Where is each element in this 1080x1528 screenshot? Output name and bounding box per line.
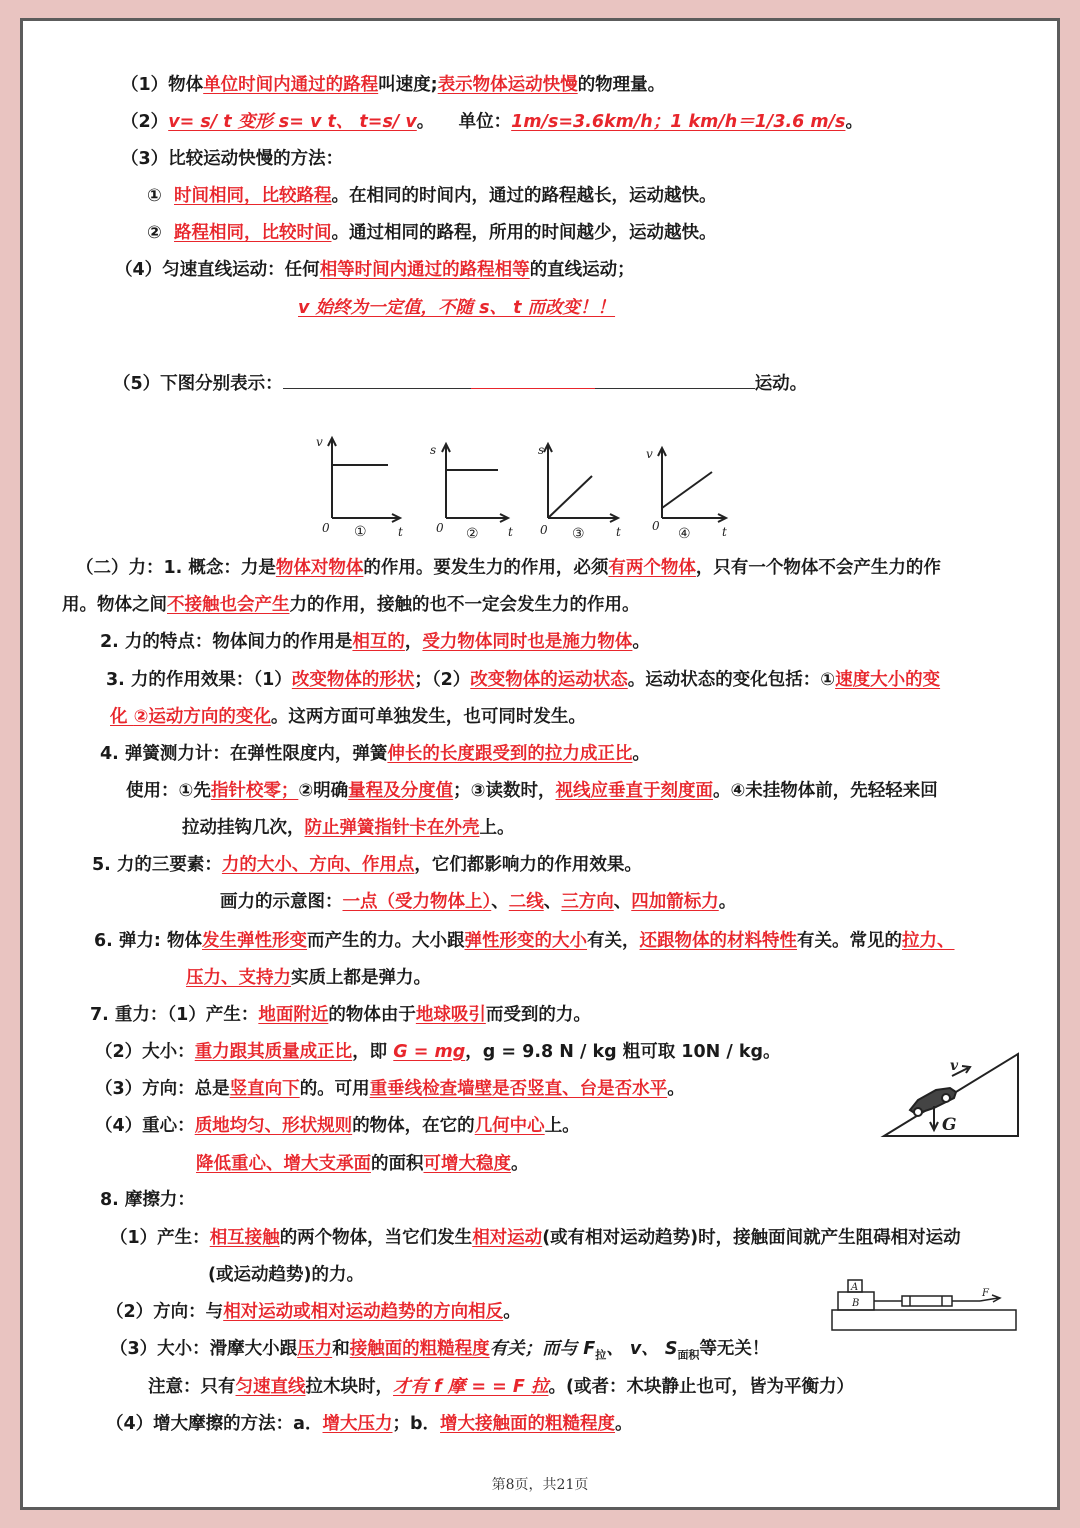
compare-methods-title: （3）比较运动快慢的方法：	[121, 149, 344, 169]
compare-method-2: ② 路程相同，比较时间。通过相同的路程，所用的时间越少，运动越快。	[147, 223, 717, 243]
graph4-origin: 0	[652, 519, 660, 533]
gravity-magnitude: （2）大小：重力跟其质量成正比，即 G = mg，g = 9.8 N / kg 粗可取 10N / kg。	[95, 1042, 781, 1062]
force-feature: 2. 力的特点：物体间力的作用是相互的，受力物体同时也是施力物体。	[100, 632, 650, 652]
elastic-force: 6. 弹力: 物体发生弹性形变而产生的力。大小跟弹性形变的大小有关，还跟物体的材料特性有关。常见的拉力、	[94, 931, 955, 951]
friction-title: 8. 摩擦力：	[100, 1190, 195, 1210]
block-b-label: B	[852, 1298, 860, 1309]
uniform-motion-definition: （4）匀速直线运动：任何相等时间内通过的路程相等的直线运动；	[115, 260, 635, 280]
elastic-force-cont: 压力、支持力实质上都是弹力。	[186, 968, 431, 988]
increase-friction-methods: （4）增大摩擦的方法：a．增大压力；b．增大接触面的粗糙程度。	[106, 1414, 633, 1434]
incline-car-figure	[880, 1048, 1022, 1142]
force-concept: （二）力：1. 概念：力是物体对物体的作用。要发生力的作用，必须有两个物体，只有一个物体不会产生力的作	[76, 558, 941, 578]
speed-formula: （2）v= s/ t 变形 s= v t、 t=s/ v。 单位：1m/s=3.6km/h；1 km/h＝1/3.6 m/s。	[121, 112, 863, 132]
uniform-motion-note: v 始终为一定值，不随 s、 t 而改变！！	[298, 298, 616, 318]
graph4-number: ④	[678, 526, 691, 542]
graph1-xlabel: t	[398, 525, 403, 539]
force-f-label: F	[982, 1288, 989, 1299]
graph1-number: ①	[354, 524, 367, 540]
gravity-direction: （3）方向：总是竖直向下的。可用重垂线检查墙壁是否竖直、台是否水平。	[95, 1079, 685, 1099]
spring-scale-usage: 使用：①先指针校零；②明确量程及分度值；③读数时，视线应垂直于刻度面。④未挂物体前，先轻轻来回	[126, 781, 938, 801]
graph3-origin: 0	[540, 523, 548, 537]
friction-origin: （1）产生：相互接触的两个物体，当它们发生相对运动(或有相对运动趋势)时，接触面间就产生阻碍相对运动	[110, 1228, 961, 1248]
force-concept-cont: 用。物体之间不接触也会产生力的作用，接触的也不一定会发生力的作用。	[62, 595, 640, 615]
force-effects-cont: 化 ②运动方向的变化。这两方面可单独发生，也可同时发生。	[110, 707, 586, 727]
force-three-elements: 5. 力的三要素：力的大小、方向、作用点，它们都影响力的作用效果。	[92, 855, 642, 875]
graph3-number: ③	[572, 526, 585, 542]
incline-velocity-label: v	[950, 1058, 959, 1074]
graph2-number: ②	[466, 526, 479, 542]
spring-scale-usage-cont: 拉动挂钩几次，防止弹簧指针卡在外壳上。	[182, 818, 515, 838]
spring-scale: 4. 弹簧测力计：在弹性限度内，弹簧伸长的长度跟受到的拉力成正比。	[100, 744, 650, 764]
force-diagram-rule: 画力的示意图：一点（受力物体上）、二线、三方向、四加箭标力。	[220, 892, 737, 912]
friction-attention: 注意：只有匀速直线拉木块时，才有 f 摩 = = F 拉。(或者：木块静止也可，皆为平衡力）	[148, 1377, 854, 1397]
speed-definition: （1）物体单位时间内通过的路程叫速度;表示物体运动快慢的物理量。	[121, 75, 666, 95]
graph4-ylabel: v	[646, 447, 653, 461]
incline-gravity-label: G	[942, 1115, 957, 1135]
gravity-origin: 7. 重力：（1）产生：地面附近的物体由于地球吸引而受到的力。	[90, 1005, 591, 1025]
graph1-ylabel: v	[316, 435, 323, 449]
graph3-ylabel: s	[538, 443, 545, 457]
graph-question: （5）下图分别表示： 运动。	[113, 370, 807, 396]
force-effects: 3. 力的作用效果：（1）改变物体的形状；（2）改变物体的运动状态。运动状态的变化包括：①速度大小的变	[106, 670, 941, 690]
page-footer: 第8页，共21页	[491, 1477, 589, 1493]
friction-direction: （2）方向：与相对运动或相对运动趋势的方向相反。	[106, 1302, 521, 1322]
compare-method-1: ① 时间相同，比较路程。在相同的时间内，通过的路程越长，运动越快。	[147, 186, 717, 206]
graph4-xlabel: t	[722, 525, 727, 539]
block-spring-figure	[830, 1276, 1020, 1334]
center-of-gravity: （4）重心：质地均匀、形状规则的物体，在它的几何中心上。	[95, 1116, 580, 1136]
stability-note: 降低重心、增大支承面的面积可增大稳度。	[196, 1154, 529, 1174]
graph1-origin: 0	[322, 521, 330, 535]
friction-magnitude: （3）大小：滑摩大小跟压力和接触面的粗糙程度有关；而与 $F_拉$、 v、 $S_{面积}$等无关！	[110, 1339, 770, 1362]
graph2-ylabel: s	[430, 443, 437, 457]
graph3-xlabel: t	[616, 525, 621, 539]
block-a-label: A	[851, 1282, 859, 1293]
graph2-origin: 0	[436, 521, 444, 535]
friction-origin-cont: (或运动趋势)的力。	[208, 1265, 364, 1285]
graph2-xlabel: t	[508, 525, 513, 539]
motion-graphs	[310, 432, 740, 544]
